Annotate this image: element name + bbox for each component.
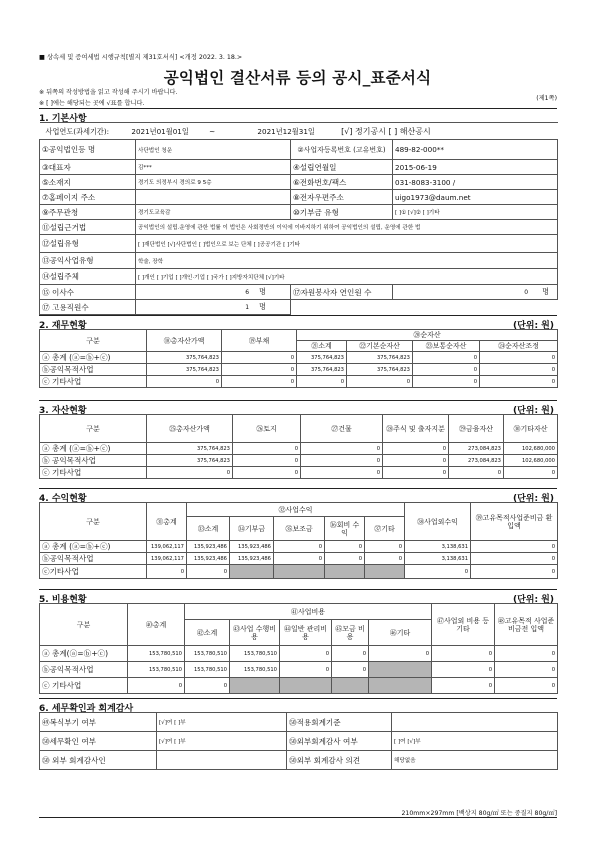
biz-revenue-header: ㉜사업수익 [187, 503, 405, 517]
disabled-cell [325, 565, 365, 579]
double-entry-label: ㊾복식부기 여부 [40, 713, 157, 732]
tax-check-value: [√]여 [ ]부 [157, 732, 287, 751]
cell: 153,780,510 [185, 662, 230, 678]
cell: 135,923,486 [230, 553, 274, 565]
cell: 0 [332, 646, 369, 662]
cell: 0 [185, 678, 230, 694]
gubun-header: 구분 [40, 330, 147, 352]
cell: 375,764,823 [147, 455, 233, 467]
directors-label: ⑮ 이사수 [40, 285, 136, 300]
representative-value: 김*** [136, 160, 291, 175]
founded-value: 2015-06-19 [393, 160, 558, 175]
audit-opinion-value: 해당없음 [392, 751, 558, 770]
disabled-cell [280, 678, 332, 694]
cell: 0 [147, 376, 222, 388]
header-row [40, 415, 558, 443]
cell: 153,780,510 [128, 662, 185, 678]
founder-label: ⑭설립주체 [40, 269, 136, 285]
fiscal-year-to: 2021년12월31일 [257, 126, 315, 136]
email-value: uigo1973@daum.net [393, 190, 558, 205]
stock-header: ㉘주식 및 출자지분 [383, 415, 449, 443]
donation-header: ㉞기부금 [230, 517, 274, 541]
cell: 135,923,486 [187, 541, 230, 553]
double-entry-value: [√]여 [ ]부 [157, 713, 287, 732]
donation-type-value: [ ]① [√]② [ ]기타 [393, 205, 558, 220]
donation-type-label: ⑩기부금 유형 [291, 205, 393, 220]
admin-cost-header: ㊹일반 관리비용 [280, 620, 332, 646]
table-row [40, 553, 558, 565]
cell: 0 [369, 646, 432, 662]
volunteers-value: 0 [524, 289, 529, 296]
basic-row [40, 160, 558, 175]
row-label: ⓑ공익목적사업 [40, 553, 147, 565]
finance-table [39, 329, 558, 388]
paper-spec: 210mm×297mm [백상지 80g/㎡ 또는 중질지 80g/㎡] [401, 810, 557, 817]
exec-cost-header: ㊸사업 수행비용 [230, 620, 280, 646]
bottom-rule [39, 817, 557, 818]
cell: 0 [471, 565, 558, 579]
cell: 0 [222, 352, 297, 364]
basic-row [40, 285, 558, 300]
cell: 375,764,823 [147, 443, 233, 455]
section-title: 5. 비용현황 [39, 595, 87, 605]
row-label: ⓑ공익목적사업 [40, 364, 147, 376]
debt-header: ⑲부채 [222, 330, 297, 352]
header-row [40, 330, 558, 341]
cell: 0 [383, 443, 449, 455]
phone-value: 031-8083-3100 / [393, 175, 558, 190]
auditor-label: ㊿ 외부 회계감사인 [40, 751, 157, 770]
cell: 0 [222, 376, 297, 388]
cell: 0 [297, 376, 347, 388]
row-label: ⓐ 총계 (ⓐ=ⓑ+ⓒ) [40, 541, 147, 553]
total-header: ㉛총계 [147, 503, 187, 541]
table-row [40, 678, 558, 694]
table-row [40, 646, 558, 662]
unit-label: (단위: 원) [512, 406, 554, 416]
founded-label: ④설립연월일 [291, 160, 393, 175]
cell: 0 [222, 364, 297, 376]
cell: 375,764,823 [147, 352, 222, 364]
financial-header: ㉙금융자산 [449, 415, 504, 443]
cell: 0 [187, 565, 230, 579]
cell: 0 [233, 467, 301, 479]
cell: 102,680,000 [504, 455, 558, 467]
volunteers-label: ⑰자원봉사자 연인원 수 [291, 285, 393, 300]
cell: 139,062,117 [147, 553, 187, 565]
founder-value: [ ]개인 [ ]기업 [ ]개인·기업 [ ]국가 [ ]지방자치단체 [√]기타 [136, 269, 558, 285]
accounting-standard-value [392, 713, 558, 732]
cell: 153,780,510 [230, 662, 280, 678]
form-page-number: (제1쪽) [536, 95, 557, 102]
disabled-cell [230, 678, 280, 694]
cell: 0 [471, 553, 558, 565]
cell: 0 [347, 376, 413, 388]
biz-reg-value: 489-82-000** [393, 140, 558, 160]
table-row [40, 443, 558, 455]
other-revenue-header: ㊳사업외수익 [405, 503, 471, 541]
disabled-cell [369, 662, 432, 678]
header-row [40, 503, 558, 517]
cell: 375,764,823 [347, 352, 413, 364]
table-row [40, 467, 558, 479]
cell: 375,764,823 [147, 364, 222, 376]
row-label: ⓒ 기타사업 [40, 467, 147, 479]
etc-header: ㊻기타 [369, 620, 432, 646]
directors-unit: 명 [259, 287, 266, 296]
basic-row [40, 235, 558, 253]
cell: 0 [413, 364, 480, 376]
section-title: 6. 세무확인과 회계감사 [39, 704, 134, 714]
basic-info-table [39, 122, 558, 315]
employees-cell [136, 300, 291, 315]
directors-cell [136, 285, 291, 300]
cell: 153,780,510 [230, 646, 280, 662]
cell: 0 [147, 565, 187, 579]
row-label: ⓒ 기타사업 [40, 678, 128, 694]
org-name-label: ①공익법인등 명 [40, 140, 136, 160]
cell: 0 [432, 662, 495, 678]
legal-basis-value: 공익법인의 설립.운영에 관한 법률 이 법인은 사회정반의 이익에 이바지하기 위하여 공익법인의 설립, 운영에 관한 법 [136, 220, 558, 235]
row-label: ⓒ 기타사업 [40, 376, 147, 388]
cell: 0 [280, 662, 332, 678]
disabled-cell [369, 678, 432, 694]
employees-label: ⑰ 고용직원수 [40, 300, 136, 315]
normal-net-header: ㉓보통순자산 [413, 341, 480, 352]
homepage-value [136, 190, 291, 205]
total-header: ㊵총계 [128, 604, 185, 646]
row-label: ⓐ 총계 (ⓐ=ⓑ+ⓒ) [40, 443, 147, 455]
cell: 0 [432, 646, 495, 662]
cell: 0 [480, 376, 558, 388]
subsidy-header: ㉟보조금 [274, 517, 325, 541]
cell: 375,764,823 [297, 364, 347, 376]
table-row [40, 751, 558, 770]
cell: 0 [325, 553, 365, 565]
table-row [40, 565, 558, 579]
cell: 0 [413, 352, 480, 364]
accounting-standard-label: ㊿적용회계기준 [287, 713, 392, 732]
cell: 135,923,486 [187, 553, 230, 565]
table-row [40, 541, 558, 553]
cell: 0 [332, 662, 369, 678]
basic-net-header: ㉒기본순자산 [347, 341, 413, 352]
basic-row [40, 220, 558, 235]
fiscal-year-cell [40, 123, 558, 140]
subtotal-header: ㊷소계 [185, 620, 230, 646]
disabled-cell [365, 565, 405, 579]
biz-expense-header: ㊶사업비용 [185, 604, 432, 620]
cell: 0 [301, 455, 383, 467]
basic-row [40, 205, 558, 220]
cell: 0 [413, 376, 480, 388]
adjust-net-header: ㉔순자산조정 [480, 341, 558, 352]
land-header: ㉖토지 [233, 415, 301, 443]
table-row [40, 352, 558, 364]
reserve-header: ㊴고유목적사업준비금 환입액 [471, 503, 558, 541]
fiscal-year-label: 사업연도(과세기간): [45, 126, 110, 136]
email-label: ⑧전자우편주소 [291, 190, 393, 205]
audit-opinion-label: ㊿외부 회계감사 의견 [287, 751, 392, 770]
section-title: 1. 기본사항 [39, 114, 87, 124]
cell: 0 [432, 678, 495, 694]
cell: 0 [301, 443, 383, 455]
table-row [40, 662, 558, 678]
cell: 3,138,631 [405, 541, 471, 553]
row-label: ⓑ 공익목적사업 [40, 455, 147, 467]
empty-cell [291, 300, 558, 315]
table-row [40, 376, 558, 388]
authority-value: 경기도교육감 [136, 205, 291, 220]
cell: 0 [301, 467, 383, 479]
basic-row [40, 269, 558, 285]
cell: 0 [365, 553, 405, 565]
other-assets-header: ㉚기타자산 [504, 415, 558, 443]
cell: 0 [480, 352, 558, 364]
etc-header: ㊲기타 [365, 517, 405, 541]
table-row [40, 364, 558, 376]
biz-type-label: ⑬공익사업유형 [40, 253, 136, 269]
expense-table [39, 603, 558, 694]
cell: 0 [504, 467, 558, 479]
cell: 0 [147, 467, 233, 479]
external-audit-value: [ ]여 [√]부 [392, 732, 558, 751]
auditor-value [157, 751, 287, 770]
phone-label: ⑥전화번호/팩스 [291, 175, 393, 190]
tax-check-label: ㊿세무확인 여부 [40, 732, 157, 751]
audit-table [39, 712, 558, 770]
row-label: ⓒ기타사업 [40, 565, 147, 579]
basic-row [40, 300, 558, 315]
section-title: 3. 자산현황 [39, 406, 87, 416]
cell: 0 [471, 541, 558, 553]
cell: 153,780,510 [185, 646, 230, 662]
address-label: ⑤소재지 [40, 175, 136, 190]
cell: 0 [405, 565, 471, 579]
cell: 139,062,117 [147, 541, 187, 553]
total-assets-header: ⑱총자산가액 [147, 330, 222, 352]
instruction-note: ※ 뒤쪽의 작성방법을 읽고 작성해 주시기 바랍니다. [39, 89, 178, 96]
address-value: 경기도 의정부시 경의로 9 5층 [136, 175, 291, 190]
basic-row [40, 140, 558, 160]
section-title: 4. 수익현황 [39, 494, 87, 504]
cell: 0 [480, 364, 558, 376]
row-label: ⓐ 총계 (ⓐ=ⓑ+ⓒ) [40, 352, 147, 364]
table-row [40, 732, 558, 751]
disabled-cell [332, 678, 369, 694]
legal-basis-label: ⑪설립근거법 [40, 220, 136, 235]
disclosure-type: [√] 정기공시 [ ] 해산공시 [341, 126, 431, 136]
cell: 0 [449, 467, 504, 479]
checkbox-note: ※ [ ]에는 해당되는 곳에 √표를 합니다. [39, 100, 145, 107]
biz-reg-label: ②사업자등록번호 (고유번호) [291, 140, 393, 160]
disabled-cell [274, 565, 325, 579]
org-name-value: 사단법인 청운 [136, 140, 291, 160]
fiscal-year-tilde: ~ [209, 126, 216, 136]
assets-table [39, 414, 558, 479]
volunteers-unit: 명 [542, 287, 550, 296]
row-label: ⓑ공익목적사업 [40, 662, 128, 678]
found-type-label: ⑫설립유형 [40, 235, 136, 253]
fundraising-header: ㊺모금 비용 [332, 620, 369, 646]
cell: 0 [274, 541, 325, 553]
cell: 153,780,510 [128, 646, 185, 662]
basic-row [40, 253, 558, 269]
gubun-header: 구분 [40, 604, 128, 646]
table-row [40, 455, 558, 467]
section-title: 2. 재무현황 [39, 321, 87, 331]
reserve-header: ㊽고유목적 사업준비금전 입액 [495, 604, 558, 646]
cell: 0 [365, 541, 405, 553]
cell: 0 [383, 455, 449, 467]
law-reference: ■ 상속세 및 증여세법 시행규칙[별지 제31호서식] <개정 2022. 3. 18.> [39, 54, 243, 61]
cell: 0 [325, 541, 365, 553]
unit-label: (단위: 원) [512, 494, 554, 504]
gubun-header: 구분 [40, 503, 147, 541]
representative-label: ③대표자 [40, 160, 136, 175]
cell: 0 [495, 646, 558, 662]
net-assets-header: ⑳순자산 [297, 330, 558, 341]
directors-value: 6 [245, 289, 250, 296]
employees-unit: 명 [259, 302, 266, 311]
found-type-value: [ ]재단법인 [√]사단법인 [ ]법인으로 보는 단체 [ ]공공기관 [ ]기타 [136, 235, 558, 253]
subtotal-header: ㉑소계 [297, 341, 347, 352]
subtotal-header: ㉝소계 [187, 517, 230, 541]
cell: 3,138,631 [405, 553, 471, 565]
unit-label: (단위: 원) [512, 595, 554, 605]
total-assets-header: ㉕총자산가액 [147, 415, 233, 443]
employees-value: 1 [245, 304, 250, 311]
basic-row [40, 175, 558, 190]
cell: 0 [233, 455, 301, 467]
unit-label: (단위: 원) [512, 321, 554, 331]
membership-header: ㊱회비 수익 [325, 517, 365, 541]
volunteers-cell [393, 285, 558, 300]
cell: 0 [383, 467, 449, 479]
cell: 0 [233, 443, 301, 455]
cell: 102,680,000 [504, 443, 558, 455]
table-row [40, 713, 558, 732]
authority-label: ⑨주무관청 [40, 205, 136, 220]
homepage-label: ⑦홈페이지 주소 [40, 190, 136, 205]
cell: 375,764,823 [347, 364, 413, 376]
cell: 135,923,486 [230, 541, 274, 553]
cell: 0 [274, 553, 325, 565]
biz-type-value: 학술, 장학 [136, 253, 558, 269]
fiscal-year-from: 2021년01월01일 [131, 126, 189, 136]
cell: 273,084,823 [449, 443, 504, 455]
basic-row [40, 190, 558, 205]
external-audit-label: ㊿외부회계감사 여부 [287, 732, 392, 751]
gubun-header: 구분 [40, 415, 147, 443]
page-title: 공익법인 결산서류 등의 공시_표준서식 [163, 69, 432, 87]
header-row [40, 604, 558, 620]
cell: 0 [495, 662, 558, 678]
cell: 0 [280, 646, 332, 662]
cell: 375,764,823 [297, 352, 347, 364]
other-expense-header: ㊼사업외 비용 등 기타 [432, 604, 495, 646]
cell: 0 [495, 678, 558, 694]
building-header: ㉗건물 [301, 415, 383, 443]
disabled-cell [230, 565, 274, 579]
cell: 273,084,823 [449, 455, 504, 467]
revenue-table [39, 502, 558, 579]
cell: 0 [128, 678, 185, 694]
row-label: ⓐ 총계(ⓐ=ⓑ+ⓒ) [40, 646, 128, 662]
fiscal-year-row [40, 123, 558, 140]
